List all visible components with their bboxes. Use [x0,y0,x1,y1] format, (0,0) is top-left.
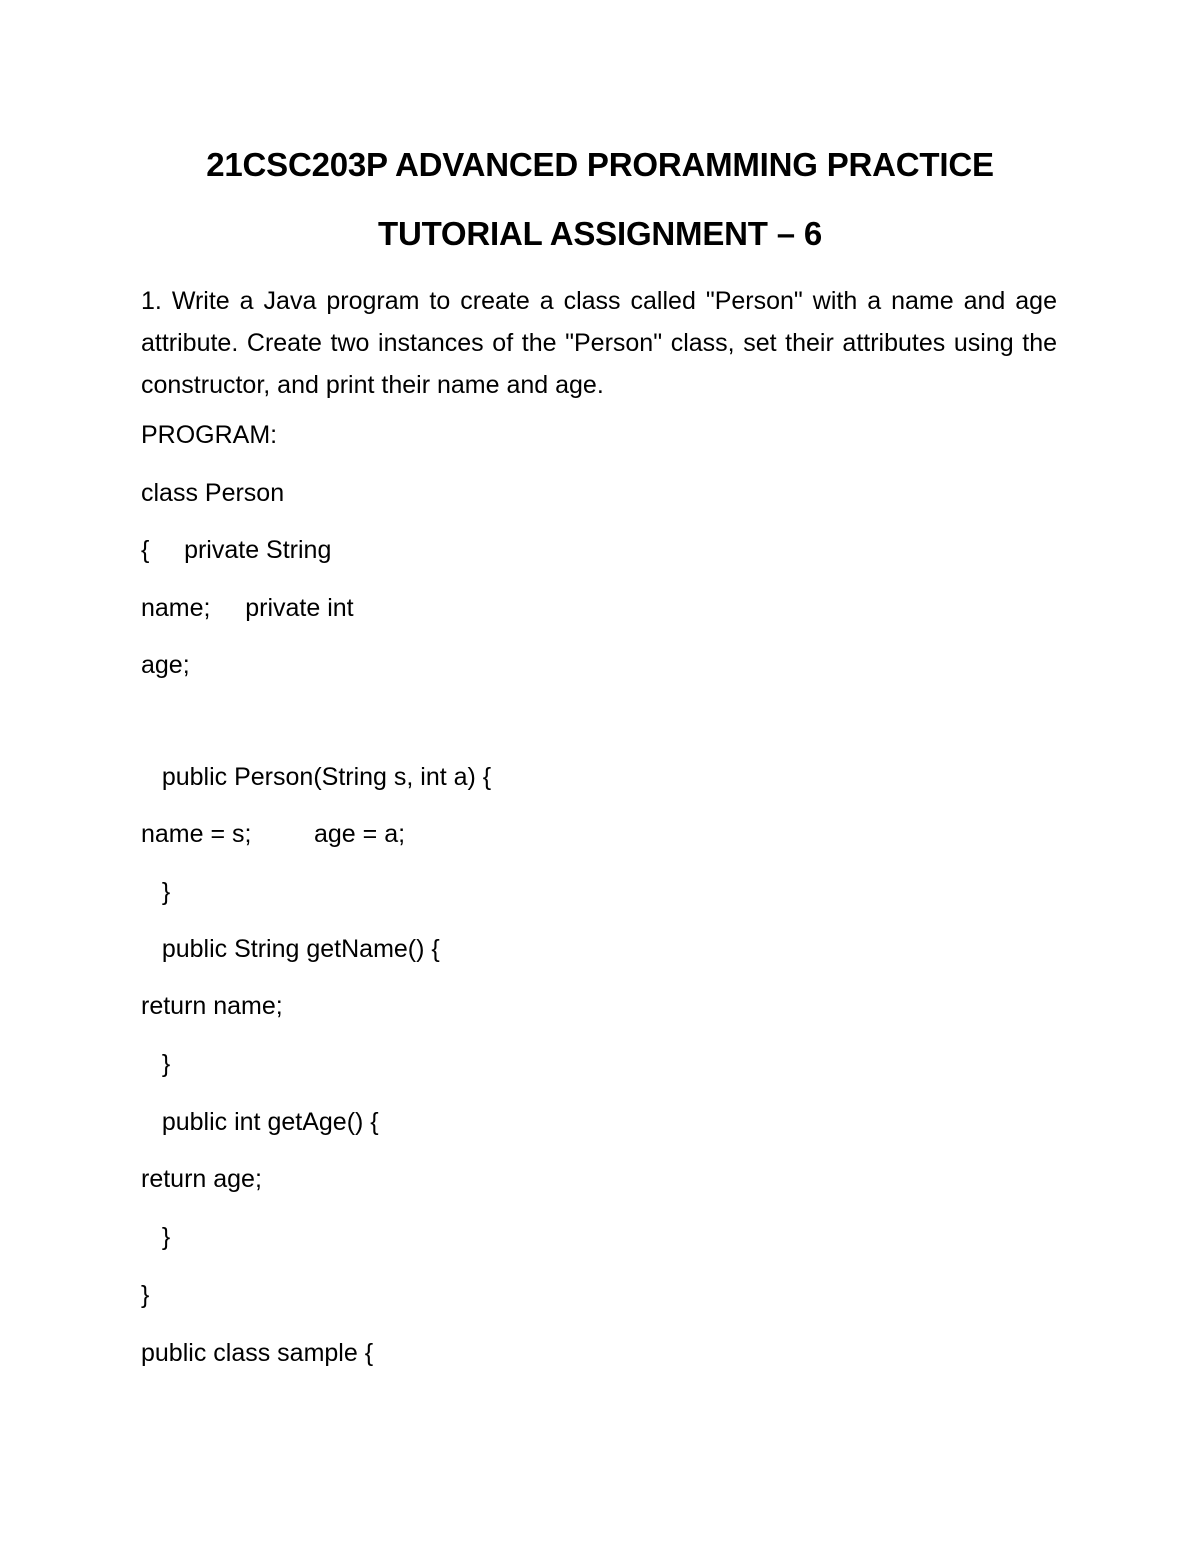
document-subtitle: TUTORIAL ASSIGNMENT – 6 [377,215,822,252]
code-line: public String getName() { [141,935,440,963]
code-line: } [141,878,171,906]
question-text: 1. Write a Java program to create a class called "Person" with a name and age attribute. Create two instances of the "Person" class, set their attributes using the constructor, and print their name and age. [141,287,1057,399]
code-line: age; [141,651,190,679]
code-line: class Person [141,479,285,507]
program-label: PROGRAM: [141,421,278,449]
code-line: { private String [141,536,332,564]
code-line: } [141,1281,150,1309]
code-line: public class sample { [141,1339,374,1367]
code-line: public Person(String s, int a) { [141,763,492,791]
code-line: public int getAge() { [141,1108,379,1136]
code-line: name = s; age = a; [141,820,406,848]
code-line: } [141,1223,171,1251]
code-line: name; private int [141,594,354,622]
document-title: 21CSC203P ADVANCED PRORAMMING PRACTICE [206,146,994,183]
code-line: return name; [141,992,283,1020]
code-line: } [141,1050,171,1078]
code-line: return age; [141,1165,262,1193]
